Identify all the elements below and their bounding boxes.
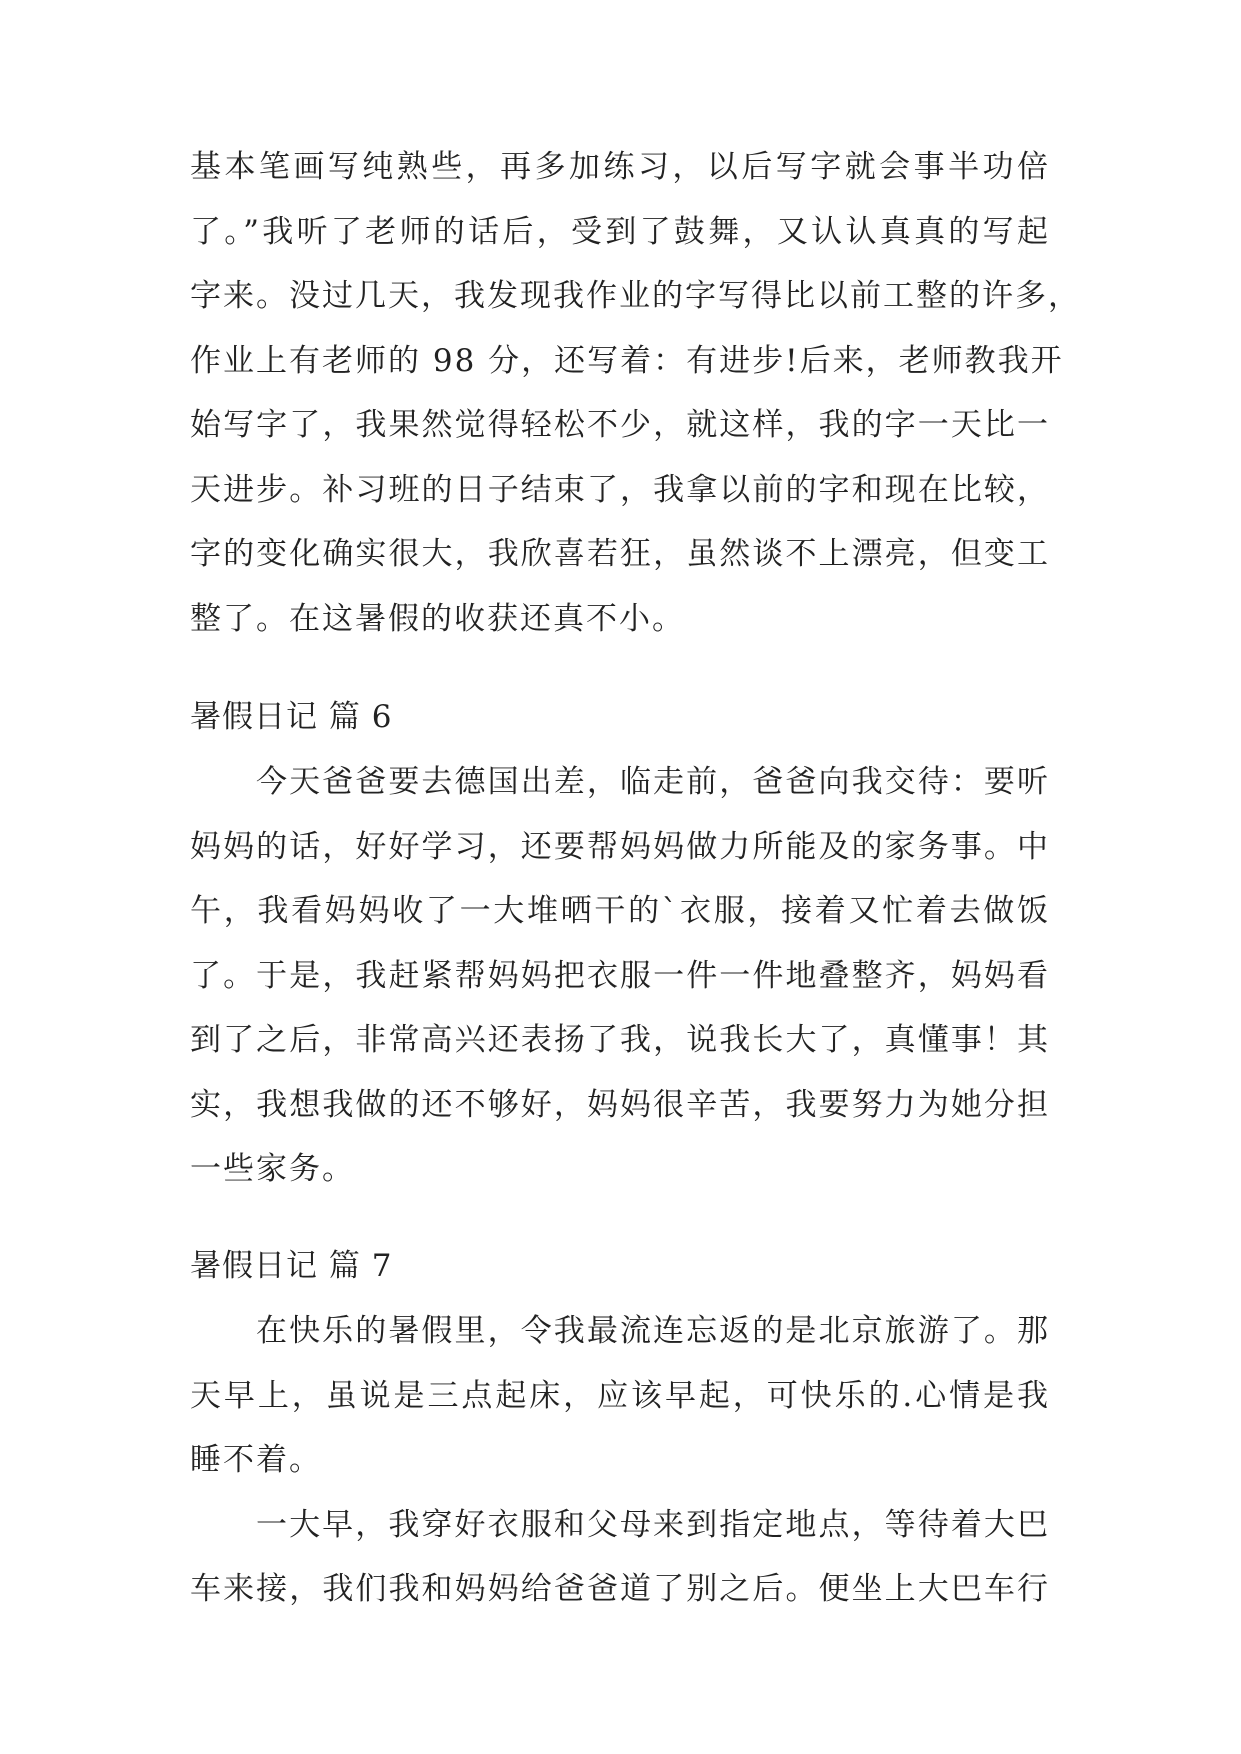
text-line: 车来接，我们我和妈妈给爸爸道了别之后。便坐上大巴车行 (190, 1571, 1050, 1607)
text-line: 了。”我听了老师的话后，受到了鼓舞，又认认真真的写起 (190, 214, 1050, 250)
text-line: 整了。在这暑假的收获还真不小。 (190, 601, 685, 637)
text-line: 始写字了，我果然觉得轻松不少，就这样，我的字一天比一 (190, 407, 1050, 443)
text-line: 作业上有老师的 98 分，还写着：有进步!后来，老师教我开 (190, 343, 1064, 379)
text-line: 基本笔画写纯熟些，再多加练习，以后写字就会事半功倍 (190, 149, 1050, 185)
text-line: 字来。没过几天，我发现我作业的字写得比以前工整的许多， (190, 278, 1081, 314)
text-line: 妈妈的话，好好学习，还要帮妈妈做力所能及的家务事。中 (190, 829, 1050, 865)
text-line: 在快乐的暑假里，令我最流连忘返的是北京旅游了。那 (256, 1313, 1050, 1349)
text-line: 字的变化确实很大，我欣喜若狂，虽然谈不上漂亮，但变工 (190, 536, 1050, 572)
text-line: 睡不着。 (190, 1442, 322, 1478)
text-line: 一大早，我穿好衣服和父母来到指定地点，等待着大巴 (256, 1507, 1050, 1543)
text-line: 实，我想我做的还不够好，妈妈很辛苦，我要努力为她分担 (190, 1087, 1050, 1123)
text-line: 一些家务。 (190, 1151, 355, 1187)
text-line: 了。于是，我赶紧帮妈妈把衣服一件一件地叠整齐，妈妈看 (190, 958, 1050, 994)
section-heading: 暑假日记 篇 6 (190, 699, 393, 735)
text-line: 天进步。补习班的日子结束了，我拿以前的字和现在比较， (190, 472, 1050, 508)
text-line: 天早上，虽说是三点起床，应该早起，可快乐的.心情是我 (190, 1378, 1050, 1414)
text-line: 今天爸爸要去德国出差，临走前，爸爸向我交待：要听 (256, 764, 1050, 800)
text-line: 午，我看妈妈收了一大堆晒干的`衣服，接着又忙着去做饭 (190, 893, 1050, 929)
text-line: 到了之后，非常高兴还表扬了我，说我长大了，真懂事！其 (190, 1022, 1050, 1058)
section-heading: 暑假日记 篇 7 (190, 1248, 393, 1284)
